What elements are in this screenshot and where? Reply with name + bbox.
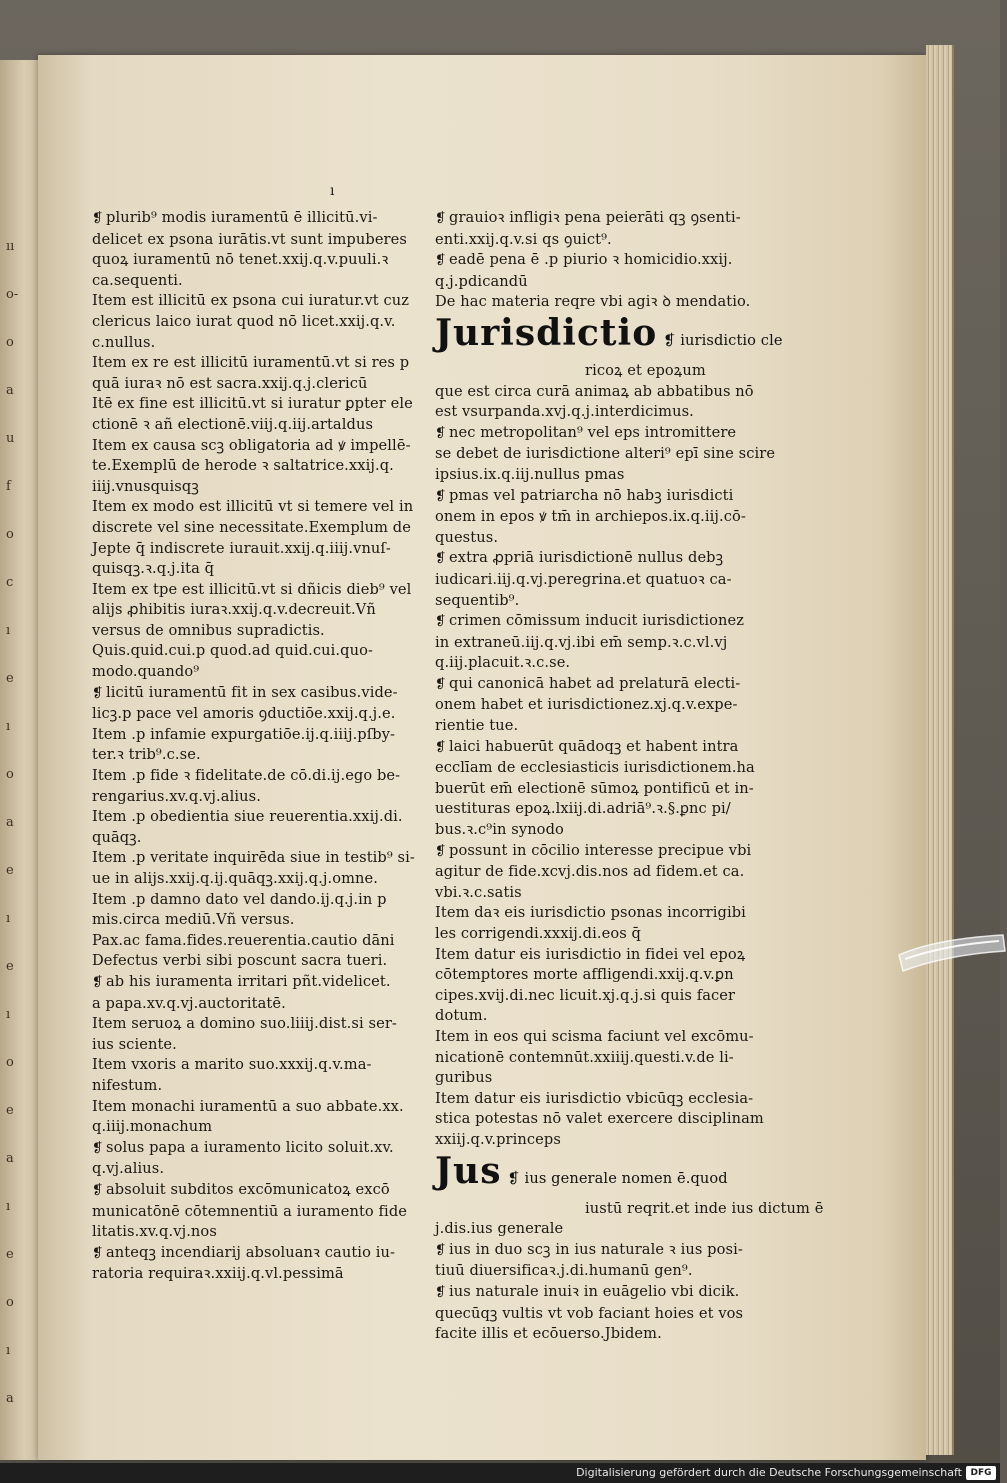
text-line (92, 1014, 422, 1035)
line-text: eadē pena ē .p piurio ꝛ homicidio.xxij. (449, 251, 733, 269)
text-line (435, 1219, 780, 1240)
text-line (435, 402, 780, 423)
text-line (435, 208, 780, 230)
text-line (92, 1035, 422, 1056)
line-text: iustū reqrit.et inde ius dictum ē (585, 1199, 824, 1217)
line-text: iiij.vnusquisqꝫ (92, 477, 199, 495)
line-text: Item .p infamie expurgatiōe.ij.q.iiij.pſby- (92, 725, 396, 743)
paragraph-mark-icon: ❡ (435, 425, 446, 441)
text-line (435, 883, 780, 904)
line-text: ab his iuramenta irritari pñt.videlicet. (106, 972, 391, 990)
paragraph-mark-icon: ❡ (435, 843, 446, 859)
line-text: enti.xxij.q.v.si qs ꝯuict⁹. (435, 230, 612, 248)
text-line (435, 1304, 780, 1325)
text-line (435, 272, 780, 293)
paragraph-mark-icon: ❡ (92, 685, 103, 701)
line-text: les corrigendi.xxxij.di.eos q̄ (435, 925, 642, 942)
text-line (435, 986, 780, 1007)
text-line (92, 641, 422, 662)
funding-credit: Digitalisierung gefördert durch die Deutsche Forschungsgemeinschaft (576, 1466, 962, 1479)
line-text: nifestum. (92, 1076, 163, 1094)
line-text: ius in duo scꝫ in ius naturale ꝛ ius posi- (449, 1240, 743, 1258)
line-text: laici habuerūt quādoqꝫ et habent intra (449, 737, 739, 755)
line-text: Item .p fide ꝛ fidelitate.de cō.di.ij.ego be- (92, 767, 401, 785)
text-line (92, 559, 422, 580)
text-line (435, 1130, 780, 1151)
paragraph-mark-icon: ❡ (92, 211, 103, 226)
right-text-column (435, 208, 824, 1345)
line-text: ius sciente. (92, 1035, 177, 1053)
previous-page-fragment: ıı (6, 239, 15, 254)
page-block-edge (926, 45, 954, 1455)
text-line (92, 333, 422, 354)
line-text: litatis.xv.q.vj.nos (92, 1223, 217, 1241)
text-line (435, 1048, 780, 1069)
previous-page-fragment: ı (6, 623, 11, 638)
text-line (92, 1159, 422, 1180)
initial-heading (435, 311, 783, 361)
line-text: possunt in cōcilio interesse precipue vbi (449, 841, 752, 859)
text-line (92, 208, 422, 230)
text-line (435, 1240, 780, 1262)
text-line (92, 518, 422, 539)
text-line (435, 841, 780, 863)
line-text: vbi.ꝛ.c.satis (435, 883, 522, 901)
line-text: a papa.xv.q.vj.auctoritatē. (92, 994, 286, 1012)
previous-page-fragment: ı (6, 911, 11, 926)
line-text: questus. (435, 528, 499, 546)
line-text: Item ex tpe est illicitū.vt si dñicis dieb⁹ vel (92, 580, 412, 598)
line-text: in extraneū.iij.q.vj.ibi em̄ semp.ꝛ.c.vl.vj (435, 633, 728, 651)
previous-page-fragment: o (6, 335, 14, 350)
line-text: Item monachi iuramentū a suo abbate.xx. (92, 1097, 404, 1115)
text-line (435, 965, 780, 986)
line-text: quecūqꝫ vultis vt vob faciant hoies et vos (435, 1304, 744, 1322)
text-line (435, 382, 780, 403)
text-line (435, 528, 780, 549)
text-line (435, 1006, 780, 1027)
paragraph-mark-icon: ❡ (435, 253, 446, 269)
line-text: guribus (435, 1069, 493, 1087)
line-text: crimen cōmissum inducit iurisdictionez (449, 612, 745, 630)
line-text: anteqꝫ incendiarij absoluanꝛ cautio iu- (106, 1243, 396, 1261)
line-text: rientie tue. (435, 717, 519, 735)
text-line (435, 230, 780, 251)
line-text: dotum. (435, 1007, 488, 1025)
previous-page-fragment: u (6, 431, 15, 446)
text-line (435, 1261, 780, 1282)
initial-line-text: ❡ ius generale nomen ē.quod (507, 1169, 728, 1187)
line-text: buerūt em̄ electionē sūmoꝝ pontificū et in- (435, 779, 754, 797)
previous-page-fragment: e (6, 959, 14, 974)
text-line (435, 737, 780, 759)
line-text: que est circa curā animaꝝ ab abbatibus nō (435, 382, 754, 400)
text-line (92, 621, 422, 642)
text-line (92, 1222, 422, 1243)
line-text: Item .p obedientia siue reuerentia.xxij.di. (92, 808, 403, 826)
line-text: pmas vel patriarcha nō habꝫ iurisdicti (449, 486, 734, 504)
line-text: Item .p damno dato vel dando.ij.q.j.in p (92, 890, 387, 908)
line-text: q.iij.placuit.ꝛ.c.se. (435, 654, 571, 672)
paragraph-mark-icon: ❡ (92, 1182, 103, 1198)
previous-page-fragment: ı (6, 1007, 11, 1022)
line-text: Quis.quid.cui.p quod.ad quid.cui.quo- (92, 642, 374, 660)
line-text: quoꝝ iuramentū nō tenet.xxij.q.v.puuli.ꝛ (92, 251, 389, 269)
text-line (92, 1055, 422, 1076)
text-line (92, 704, 422, 725)
line-text: tiuū diuersificaꝛ.j.di.humanū gen⁹. (435, 1262, 693, 1280)
line-text: nec metropolitan⁹ vel eps intromittere (449, 423, 737, 441)
text-line (435, 924, 780, 945)
text-line (92, 415, 422, 436)
signature-mark: ı (330, 183, 335, 199)
text-line (435, 1282, 780, 1304)
line-text: q.iiij.monachum (92, 1118, 213, 1136)
line-text: versus de omnibus supradictis. (92, 621, 325, 639)
line-text: licitū iuramentū fit in sex casibus.vide- (106, 683, 398, 701)
text-line (92, 230, 422, 251)
text-line (435, 423, 780, 445)
text-line (435, 486, 780, 508)
text-line (92, 910, 422, 931)
line-text: ius naturale inuiꝛ in euāgelio vbi dicik. (449, 1282, 740, 1300)
line-text: rengarius.xv.q.vj.alius. (92, 787, 261, 805)
paragraph-mark-icon: ❡ (92, 974, 103, 990)
text-line (92, 1243, 422, 1265)
text-line (92, 890, 422, 911)
line-text: licꝫ.p pace vel amoris ꝯductiōe.xxij.q.j.e. (92, 705, 396, 723)
line-text: stica potestas nō valet exercere disciplinam (435, 1110, 764, 1128)
text-line (92, 1138, 422, 1160)
paragraph-mark-icon: ❡ (435, 488, 446, 504)
line-text: Jepte q̄ indiscrete iurauit.xxij.q.iiij.vnuſ- (92, 539, 391, 557)
paragraph-mark-icon: ❡ (435, 614, 446, 630)
previous-page-edge (0, 60, 41, 1460)
text-line (435, 1324, 780, 1345)
line-text: facite illis et ecōuerso.Jbidem. (435, 1325, 662, 1343)
text-line (435, 903, 780, 924)
line-text: q.j.pdicandū (435, 272, 528, 290)
line-text: grauioꝛ infligiꝛ pena peierāti qꝫ ꝯsenti- (449, 209, 741, 226)
text-line (92, 250, 422, 271)
text-line (92, 787, 422, 808)
paragraph-mark-icon: ❡ (435, 676, 446, 692)
text-line (435, 507, 780, 528)
previous-page-fragment: o (6, 1055, 14, 1070)
text-line (92, 972, 422, 994)
line-text: qui canonicā habet ad prelaturā electi- (449, 674, 741, 692)
text-line (92, 291, 422, 312)
line-text: Itē ex fine est illicitū.vt si iuratur ꝑpter ele (92, 395, 413, 413)
previous-page-fragment: a (6, 815, 14, 830)
text-line (435, 1109, 780, 1130)
line-text: ricoꝝ et epoꝝum (585, 361, 706, 379)
left-text-column (92, 208, 422, 1285)
initial-word: Jurisdictio (435, 311, 658, 354)
line-text: quisqꝫ.ꝛ.q.j.ita q̄ (92, 560, 215, 578)
text-line (435, 674, 780, 696)
text-line (92, 745, 422, 766)
text-line (92, 477, 422, 498)
text-line (92, 766, 422, 787)
text-line (435, 591, 780, 612)
previous-page-fragment: a (6, 383, 14, 398)
previous-page-fragment: ı (6, 719, 11, 734)
line-text: ue in alijs.xxij.q.ij.quāqꝫ.xxij.q.j.omne. (92, 870, 378, 887)
line-text: se debet de iurisdictione alteri⁹ epī sine scire (435, 445, 776, 463)
line-text: Item seruoꝝ a domino suo.liiij.dist.si ser- (92, 1015, 397, 1033)
line-text: cōtemptores morte affligendi.xxij.q.v.ꝑn (435, 966, 734, 984)
line-text: Item ex modo est illicitū vt si temere vel in (92, 498, 414, 516)
text-line (92, 1097, 422, 1118)
line-text: ctionē ꝛ añ electionē.viij.q.iij.artaldus (92, 415, 374, 433)
text-line (92, 931, 422, 952)
text-line (435, 444, 780, 465)
previous-page-fragment: ı (6, 1199, 11, 1214)
text-line (92, 353, 422, 374)
line-text: quāqꝫ. (92, 828, 142, 846)
text-line (435, 611, 780, 633)
text-line (92, 725, 422, 746)
previous-page-fragment: f (6, 479, 11, 494)
previous-page-fragment: a (6, 1151, 14, 1166)
line-text: quā iuraꝛ nō est sacra.xxij.q.j.clericū (92, 374, 368, 392)
line-text: Item datur eis iurisdictio vbicūqꝫ ecclesia- (435, 1089, 754, 1107)
line-text: modo.quando⁹ (92, 663, 200, 681)
line-text: absoluit subditos excōmunicatoꝝ excō (106, 1180, 390, 1198)
previous-page-fragment: o (6, 767, 14, 782)
text-line (92, 1264, 422, 1285)
paragraph-mark-icon: ❡ (435, 1284, 446, 1300)
previous-page-fragment: o- (6, 287, 19, 302)
line-text: Item .p veritate inquirēda siue in testib⁹ si- (92, 849, 415, 867)
text-line (435, 1199, 824, 1220)
text-line (435, 1068, 780, 1089)
line-text: onem in epos ꝟ tm̄ in archiepos.ix.q.iij.cō- (435, 508, 746, 526)
line-text: municatōnē cōtemnentiū a iuramento fide (92, 1202, 408, 1220)
text-line (92, 394, 422, 415)
line-text: solus papa a iuramento licito soluit.xv. (106, 1138, 394, 1156)
previous-page-fragment: o (6, 1295, 14, 1310)
line-text: est vsurpanda.xvj.q.j.interdicimus. (435, 403, 694, 421)
line-text: c.nullus. (92, 333, 156, 351)
text-line (435, 633, 780, 654)
footer-bar (0, 1463, 1000, 1483)
text-line (92, 580, 422, 601)
text-line (92, 456, 422, 477)
text-line (435, 548, 780, 570)
text-line (435, 292, 780, 313)
text-line (435, 570, 780, 591)
line-text: iudicari.iij.q.vj.peregrina.et quatuoꝛ ca- (435, 570, 732, 588)
text-line (92, 683, 422, 705)
previous-page-fragment: e (6, 1247, 14, 1262)
text-line (92, 951, 422, 972)
line-text: ipsius.ix.q.iij.nullus pmas (435, 465, 625, 483)
paragraph-mark-icon: ❡ (92, 1140, 103, 1156)
text-line (435, 361, 780, 382)
paragraph-mark-icon: ❡ (92, 1245, 103, 1261)
initial-word: Jus (435, 1149, 502, 1192)
text-line (92, 539, 422, 560)
text-line (435, 862, 780, 883)
line-text: delicet ex psona iurātis.vt sunt impuberes (92, 230, 407, 248)
text-line (435, 945, 780, 966)
previous-page-fragment: a (6, 1391, 14, 1406)
paragraph-mark-icon: ❡ (435, 739, 446, 755)
initial-line-text: ❡ iurisdictio cle (663, 331, 783, 349)
transparent-page-clip-icon (895, 925, 1007, 979)
text-line (92, 312, 422, 333)
text-line (92, 271, 422, 292)
line-text: te.Exemplū de herode ꝛ saltatrice.xxij.q. (92, 457, 394, 475)
line-text: bus.ꝛ.c⁹in synodo (435, 821, 564, 839)
initial-heading (435, 1151, 780, 1199)
text-line (435, 716, 780, 737)
line-text: clericus laico iurat quod nō licet.xxij.q.v. (92, 312, 396, 330)
text-line (92, 436, 422, 457)
text-line (435, 1027, 780, 1048)
text-line (92, 1117, 422, 1138)
text-line (92, 497, 422, 518)
line-text: j.dis.ius generale (435, 1220, 564, 1238)
line-text: Defectus verbi sibi poscunt sacra tueri. (92, 952, 388, 970)
line-text: Item datur eis iurisdictio in fidei vel epoꝝ (435, 945, 746, 963)
text-line (435, 820, 780, 841)
text-line (92, 1180, 422, 1202)
line-text: agitur de fide.xcvj.dis.nos ad fidem.et ca. (435, 863, 745, 881)
paragraph-mark-icon: ❡ (435, 1242, 446, 1258)
previous-page-fragment: e (6, 671, 14, 686)
line-text: Item in eos qui scisma faciunt vel excōmu- (435, 1027, 754, 1045)
text-line (92, 662, 422, 683)
text-line (92, 994, 422, 1015)
line-text: q.vj.alius. (92, 1160, 165, 1178)
text-line (435, 653, 780, 674)
line-text: Item daꝛ eis iurisdictio psonas incorrigibi (435, 904, 746, 922)
previous-page-fragment: c (6, 575, 14, 590)
line-text: discrete vel sine necessitate.Exemplum de (92, 518, 411, 536)
previous-page-fragment: ı (6, 1343, 11, 1358)
text-line (92, 828, 422, 849)
paragraph-mark-icon: ❡ (435, 551, 446, 567)
line-text: mis.circa mediū.Vñ versus. (92, 911, 295, 929)
line-text: ecclīam de ecclesiasticis iurisdictionem.ha (435, 759, 755, 777)
line-text: extra ꝓpriā iurisdictionē nullus debꝫ (449, 549, 724, 567)
line-text: Item est illicitū ex psona cui iuratur.vt cuz (92, 292, 410, 310)
text-line (435, 758, 780, 779)
dfg-logo: DFG (966, 1466, 996, 1480)
text-line (92, 1202, 422, 1223)
line-text: nicationē contemnūt.xxiiij.questi.v.de li- (435, 1048, 734, 1066)
text-line (435, 695, 780, 716)
line-text: Pax.ac fama.fides.reuerentia.cautio dāni (92, 931, 395, 949)
line-text: xxiij.q.v.princeps (435, 1130, 561, 1148)
text-line (92, 374, 422, 395)
line-text: sequentib⁹. (435, 591, 520, 609)
line-text: alijs ꝓhibitis iuraꝛ.xxij.q.v.decreuit.Vñ (92, 601, 376, 619)
line-text: plurib⁹ modis iuramentū ē illicitū.vi- (106, 209, 378, 226)
line-text: Item ex causa scꝫ obligatoria ad ꝟ impellē- (92, 436, 411, 454)
text-line (92, 1076, 422, 1097)
previous-page-fragment: o (6, 527, 14, 542)
text-line (435, 465, 780, 486)
line-text: cipes.xvij.di.nec licuit.xj.q.j.si quis facer (435, 986, 736, 1004)
text-line (435, 250, 780, 272)
text-line (435, 1089, 780, 1110)
line-text: De hac materia reqre vbi agiꝛ ꝺ mendatio. (435, 293, 751, 311)
line-text: uestituras epoꝝ.lxiij.di.adriā⁹.ꝛ.§.ꝑnc pi/ (435, 800, 731, 818)
line-text: ter.ꝛ trib⁹.c.se. (92, 746, 201, 764)
paragraph-mark-icon: ❡ (435, 211, 446, 226)
text-line (92, 869, 422, 890)
line-text: Item vxoris a marito suo.xxxij.q.v.ma- (92, 1056, 372, 1074)
text-line (92, 600, 422, 621)
text-line (92, 807, 422, 828)
text-line (92, 848, 422, 869)
previous-page-fragment: e (6, 863, 14, 878)
previous-page-fragment: e (6, 1103, 14, 1118)
text-line (435, 779, 780, 800)
line-text: Item ex re est illicitū iuramentū.vt si res p (92, 354, 410, 372)
line-text: ca.sequenti. (92, 271, 183, 289)
line-text: onem habet et iurisdictionez.xj.q.v.expe- (435, 696, 738, 714)
line-text: ratoria requiraꝛ.xxiij.q.vl.pessimā (92, 1265, 344, 1283)
text-line (435, 799, 780, 820)
